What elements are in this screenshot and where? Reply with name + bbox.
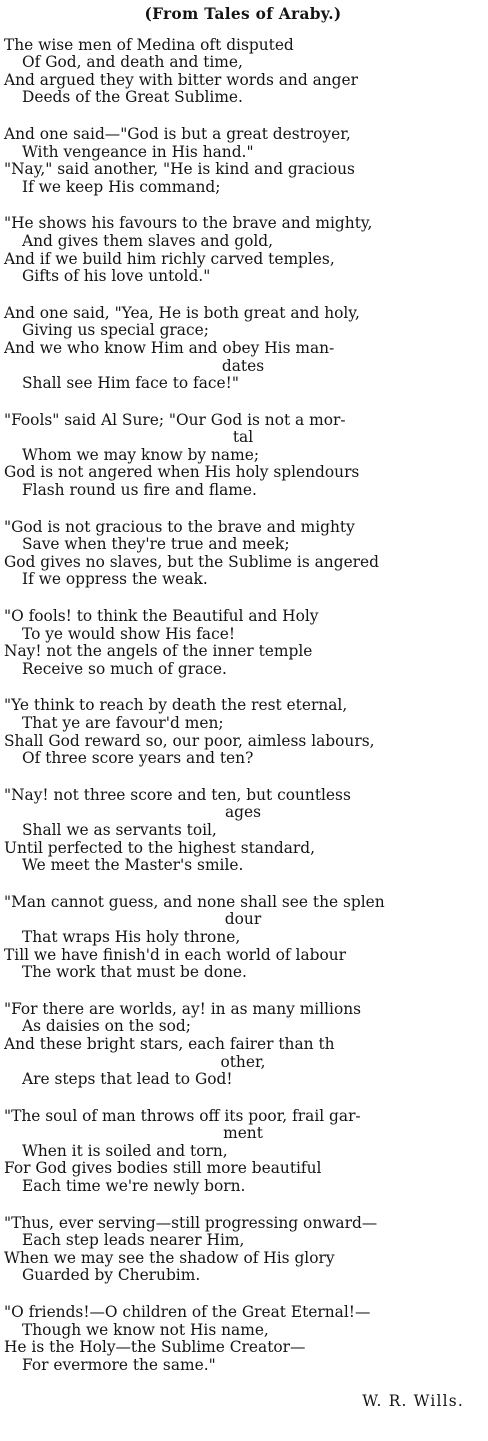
- poem-line: Each step leads nearer Him,: [22, 1231, 245, 1250]
- stanza-11: [4, 1001, 482, 1089]
- poem-line: Giving us special grace;: [22, 321, 209, 340]
- stanza-12: [4, 1108, 482, 1196]
- poem-line: Though we know not His name,: [22, 1320, 269, 1339]
- poem-line: Each time we're newly born.: [22, 1177, 246, 1196]
- poem-line: For God gives bodies still more beautiful: [4, 1159, 322, 1178]
- poem-line: If we oppress the weak.: [22, 570, 208, 589]
- poem-line: And if we build him richly carved temples,: [4, 249, 335, 268]
- poem-line: As daisies on the sod;: [22, 1017, 191, 1036]
- stanza-9: [4, 787, 482, 875]
- poem-line: And these bright stars, each fairer than th: [4, 1034, 335, 1053]
- poem-line: He is the Holy—the Sublime Creator—: [4, 1338, 306, 1357]
- poem-line: "Man cannot guess, and none shall see the splen: [4, 892, 385, 911]
- poem-line: We meet the Master's smile.: [22, 856, 244, 875]
- stanza-3: [4, 215, 482, 285]
- poem-line-continuation: ages: [224, 803, 262, 822]
- stanza-7: [4, 608, 482, 678]
- poem-line: "For there are worlds, ay! in as many millions: [4, 999, 362, 1018]
- poem-line: If we keep His command;: [22, 177, 221, 196]
- poem-line: The wise men of Medina oft disputed: [4, 35, 294, 54]
- poem-line: "O friends!—O children of the Great Eternal!—: [4, 1303, 371, 1322]
- poem-line: "Nay! not three score and ten, but countless: [4, 785, 351, 804]
- poem-line: "God is not gracious to the brave and mighty: [4, 517, 355, 536]
- poem-line: Deeds of the Great Sublime.: [22, 88, 243, 107]
- poem-line: Until perfected to the highest standard,: [4, 838, 316, 857]
- stanza-8: [4, 697, 482, 767]
- author-signature: W. R. Wills.: [362, 1392, 464, 1411]
- poem-line: And argued they with bitter words and anger: [4, 70, 358, 89]
- poem-line: That ye are favour'd men;: [22, 714, 224, 732]
- poem-line-continuation: tal: [232, 428, 254, 447]
- poem-line: Guarded by Cherubim.: [22, 1266, 201, 1285]
- stanza-13: [4, 1215, 482, 1285]
- stanza-10: [4, 894, 482, 982]
- poem-line-continuation: dates: [221, 356, 265, 375]
- poem-line: The work that must be done.: [22, 963, 247, 982]
- poem-line: That wraps His holy throne,: [22, 927, 241, 946]
- poem-line: Shall see Him face to face!": [22, 374, 239, 393]
- poem-line: To ye would show His face!: [22, 624, 236, 643]
- poem-line: For evermore the same.": [22, 1355, 216, 1374]
- poem-line: Shall we as servants toil,: [22, 820, 217, 839]
- poem-line: "O fools! to think the Beautiful and Holy: [4, 607, 319, 626]
- poem-line: When it is soiled and torn,: [22, 1141, 228, 1160]
- poem-line-continuation: dour: [224, 910, 262, 929]
- poem-line-continuation: ment: [223, 1124, 263, 1143]
- poem-line: "He shows his favours to the brave and mighty,: [4, 214, 373, 233]
- poem-line: "Nay," said another, "He is kind and gracious: [4, 160, 355, 179]
- poem-line: God gives no slaves, but the Sublime is angered: [4, 552, 379, 571]
- poem-line: Are steps that lead to God!: [22, 1070, 233, 1089]
- stanza-14: [4, 1304, 482, 1374]
- poem-line: Save when they're true and meek;: [22, 535, 290, 554]
- poem-line: Gifts of his love untold.": [22, 267, 211, 286]
- poem-line: Till we have finish'd in each world of labour: [4, 945, 347, 964]
- stanza-5: [4, 412, 482, 500]
- poem-line: And one said, "Yea, He is both great and holy,: [4, 303, 360, 322]
- stanza-1: [4, 37, 482, 107]
- poem-line: Whom we may know by name;: [22, 445, 259, 464]
- stanza-4: [4, 305, 482, 393]
- poem-line: Of three score years and ten?: [22, 749, 254, 768]
- poem-line: Nay! not the angels of the inner temple: [4, 642, 313, 661]
- poem-line: "Fools" said Al Sure; "Our God is not a mor-: [4, 410, 346, 429]
- poem-line: With vengeance in His hand.": [22, 142, 254, 161]
- poem-line: "Ye think to reach by death the rest eternal,: [4, 696, 348, 715]
- poem-line-continuation: other,: [220, 1052, 266, 1071]
- poem-line: God is not angered when His holy splendours: [4, 463, 360, 482]
- stanza-2: [4, 126, 482, 196]
- poem-line: Receive so much of grace.: [22, 659, 227, 678]
- poem-line: When we may see the shadow of His glory: [4, 1248, 335, 1267]
- stanza-6: [4, 519, 482, 589]
- poem-heading: (From Tales of Araby.): [144, 5, 342, 23]
- poem-line: And one said—"God is but a great destroyer,: [4, 124, 351, 143]
- poem-line: And we who know Him and obey His man-: [4, 338, 335, 357]
- poem-line: "Thus, ever serving—still progressing onward—: [4, 1213, 378, 1232]
- poem-line: Shall God reward so, our poor, aimless labours,: [4, 731, 375, 750]
- poem-line: And gives them slaves and gold,: [22, 231, 274, 250]
- poem-line: Of God, and death and time,: [22, 53, 243, 72]
- poem-line: "The soul of man throws off its poor, frail gar-: [4, 1106, 361, 1125]
- poem-line: Flash round us fire and flame.: [22, 481, 257, 500]
